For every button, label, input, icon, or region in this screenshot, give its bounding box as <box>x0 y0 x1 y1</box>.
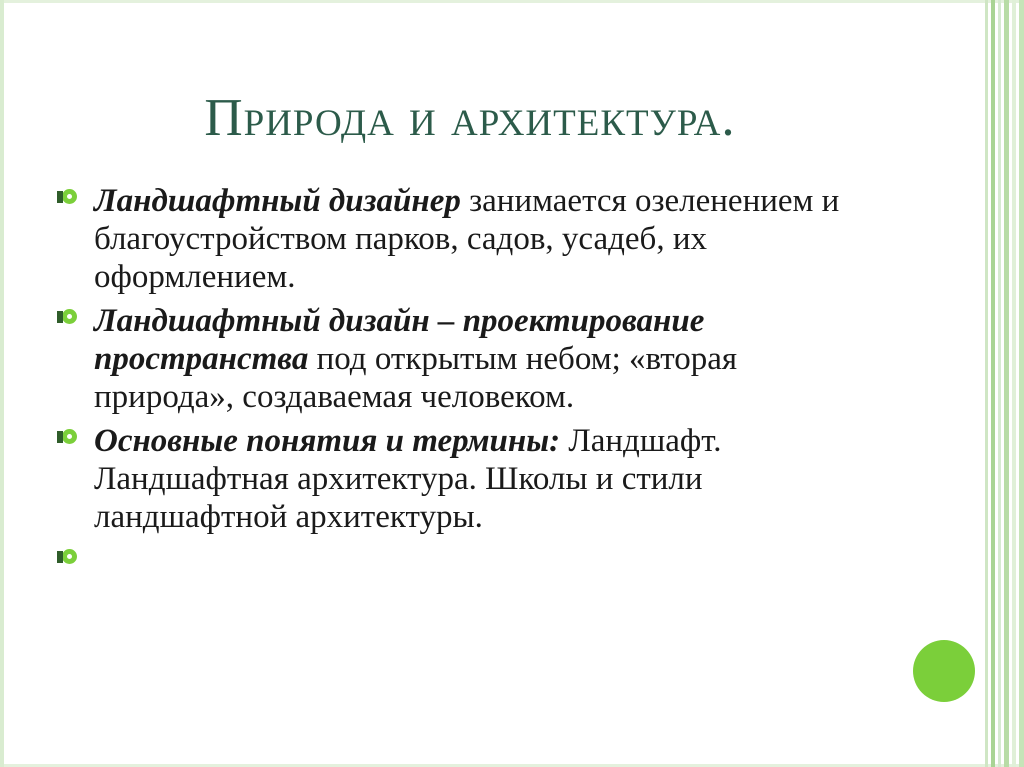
top-border <box>0 0 1024 3</box>
bullet-text: Ландшафт. Ландшафтная архитектура. Школы и стили ландшафтной архитектуры. <box>94 423 722 535</box>
decorative-stripe <box>985 0 988 767</box>
bullet-text: занимается озеленением и благоустройством парков, садов, усадеб, их оформлением. <box>94 183 840 295</box>
bullet-ring-icon <box>62 189 77 204</box>
bullet-list <box>62 182 882 586</box>
bullet-term: Основные понятия и термины: <box>94 423 561 459</box>
bullet-item <box>62 422 882 536</box>
bullet-ring-icon <box>62 429 77 444</box>
decorative-stripe <box>1004 0 1009 767</box>
bullet-text: под открытым небом; «вторая природа», создаваемая человеком. <box>94 341 738 415</box>
bullet-item <box>62 302 882 416</box>
bullet-item-empty <box>62 542 882 580</box>
decorative-stripe <box>1012 0 1016 767</box>
decorative-stripe <box>1019 0 1024 767</box>
green-circle-decoration <box>913 640 975 702</box>
bullet-term: Ландшафтный дизайнер <box>94 183 461 219</box>
bullet-ring-icon <box>62 549 77 564</box>
bullet-ring-icon <box>62 309 77 324</box>
slide-title: Природа и архитектура. <box>204 89 736 147</box>
bullet-item <box>62 182 882 296</box>
bullet-term: Ландшафтный дизайн – проектирование пространства <box>94 303 705 377</box>
decorative-stripe <box>991 0 995 767</box>
decorative-stripe <box>998 0 1001 767</box>
